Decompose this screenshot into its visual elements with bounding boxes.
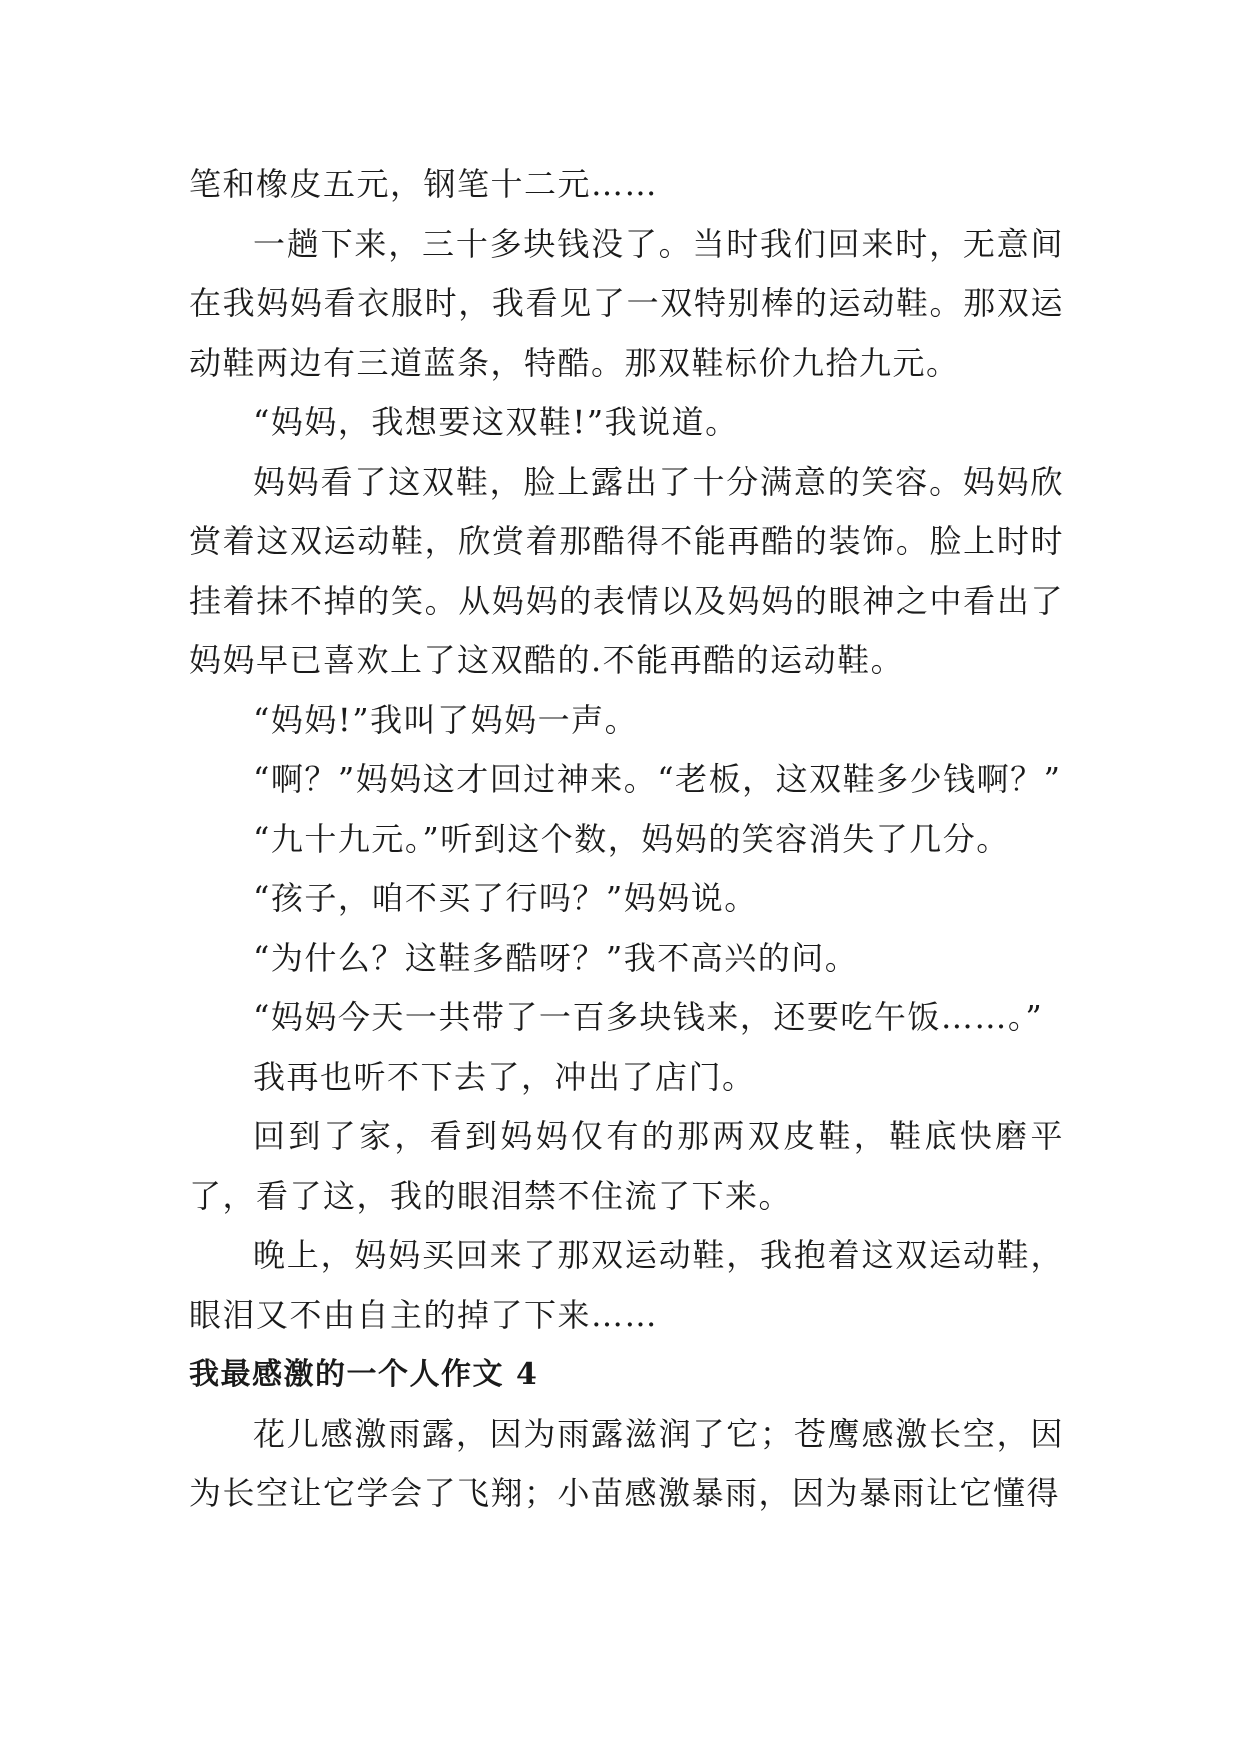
paragraph-6: “啊？”妈妈这才回过神来。“老板，这双鞋多少钱啊？” [253,760,1062,798]
paragraph-4: 妈妈看了这双鞋，脸上露出了十分满意的笑容。妈妈欣赏着这双运动鞋，欣赏着那酷得不能再酷的装饰。脸上时时挂着抹不掉的笑。从妈妈的表情以及妈妈的眼神之中看出了妈妈早已喜欢上了这双酷的.不能再酷的运动鞋。 [189,462,1064,679]
paragraph-12: 回到了家，看到妈妈仅有的那两双皮鞋，鞋底快磨平了，看了这，我的眼泪禁不住流了下来。 [189,1117,1064,1215]
paragraph-5: “妈妈!”我叫了妈妈一声。 [253,700,639,739]
paragraph-8: “孩子，咱不买了行吗？”妈妈说。 [253,879,758,917]
paragraph-7: “九十九元。”听到这个数，妈妈的笑容消失了几分。 [253,819,1010,858]
document-body [189,155,1064,1524]
paragraph-10: “妈妈今天一共带了一百多块钱来，还要吃午饭……。” [253,998,1044,1036]
paragraph-3: “妈妈，我想要这双鞋!”我说道。 [253,403,739,441]
paragraph-11: 我再也听不下去了，冲出了店门。 [253,1057,756,1096]
section-heading: 我最感激的一个人作文 4 [189,1357,539,1392]
paragraph-1: 笔和橡皮五元，钢笔十二元…… [189,165,659,203]
paragraph-2: 一趟下来，三十多块钱没了。当时我们回来时，无意间在我妈妈看衣服时，我看见了一双特别棒的运动鞋。那双运动鞋两边有三道蓝条，特酷。那双鞋标价九拾九元。 [189,224,1064,382]
paragraph-13: 晚上，妈妈买回来了那双运动鞋，我抱着这双运动鞋，眼泪又不由自主的掉了下来…… [189,1236,1064,1334]
paragraph-9: “为什么？这鞋多酷呀？”我不高兴的问。 [253,938,859,977]
paragraph-14: 花儿感激雨露，因为雨露滋润了它；苍鹰感激长空，因为长空让它学会了飞翔；小苗感激暴雨，因为暴雨让它懂得 [189,1414,1064,1512]
